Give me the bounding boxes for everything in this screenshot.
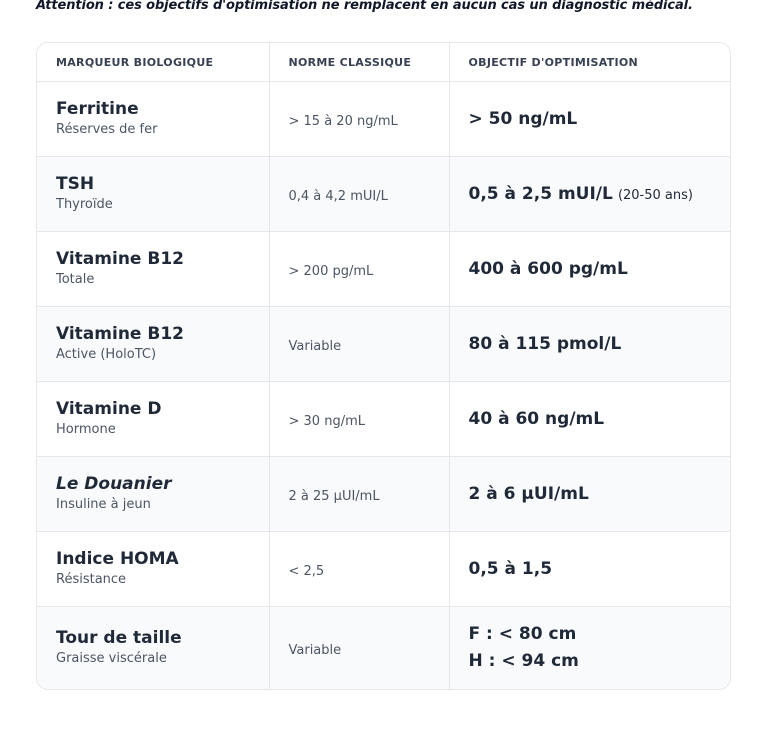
norm-value: Variable: [288, 338, 342, 354]
marker-cell: [37, 457, 269, 532]
biomarker-table: [36, 42, 731, 690]
goal-value: 2 à 6 µUI/mL: [468, 483, 589, 504]
table-row: [37, 532, 730, 607]
norm-value: 2 à 25 µUI/mL: [288, 488, 380, 504]
table-row: [37, 232, 730, 307]
marker-name: Le Douanier: [56, 474, 172, 494]
goal-value: 0,5 à 1,5: [468, 558, 553, 579]
header-goal: OBJECTIF D'OPTIMISATION: [449, 43, 730, 82]
table-row: [37, 382, 730, 457]
goal-cell: [449, 82, 730, 157]
norm-cell: [269, 532, 449, 607]
marker-cell: [37, 607, 269, 690]
marker-subtitle: Résistance: [56, 572, 127, 587]
goal-value: 80 à 115 pmol/L: [468, 333, 622, 354]
goal-cell: [449, 157, 730, 232]
marker-cell: [37, 532, 269, 607]
marker-subtitle: Graisse viscérale: [56, 651, 167, 666]
norm-cell: [269, 82, 449, 157]
table-header-row: [37, 43, 730, 82]
marker-name: Tour de taille: [56, 628, 182, 648]
norm-value: > 30 ng/mL: [288, 413, 365, 429]
table-row: [37, 457, 730, 532]
table-row: [37, 607, 730, 690]
table-row: [37, 82, 730, 157]
goal-value-male: H : < 94 cm: [468, 651, 579, 671]
norm-cell: [269, 307, 449, 382]
norm-cell: [269, 232, 449, 307]
goal-value: > 50 ng/mL: [468, 108, 578, 129]
marker-subtitle: Réserves de fer: [56, 122, 158, 137]
marker-name: TSH: [56, 174, 95, 194]
marker-name: Vitamine D: [56, 399, 162, 419]
norm-cell: [269, 607, 449, 690]
marker-subtitle: Thyroïde: [56, 197, 113, 212]
goal-value: 400 à 600 pg/mL: [468, 258, 628, 279]
marker-cell: [37, 157, 269, 232]
goal-cell: [449, 532, 730, 607]
norm-value: Variable: [288, 642, 342, 658]
norm-value: 0,4 à 4,2 mUI/L: [288, 188, 388, 204]
norm-cell: [269, 457, 449, 532]
goal-value: 0,5 à 2,5 mUI/L: [468, 183, 613, 204]
marker-name: Vitamine B12: [56, 249, 184, 269]
goal-value: 40 à 60 ng/mL: [468, 408, 605, 429]
norm-value: > 15 à 20 ng/mL: [288, 113, 398, 129]
table-row: [37, 307, 730, 382]
marker-name: Ferritine: [56, 99, 139, 119]
header-marker: MARQUEUR BIOLOGIQUE: [37, 43, 269, 82]
table-row: [37, 157, 730, 232]
norm-value: > 200 pg/mL: [288, 263, 374, 279]
header-norm: NORME CLASSIQUE: [269, 43, 449, 82]
marker-subtitle: Hormone: [56, 422, 116, 437]
goal-cell: [449, 232, 730, 307]
marker-cell: [37, 232, 269, 307]
goal-cell: [449, 457, 730, 532]
marker-cell: [37, 382, 269, 457]
norm-value: < 2,5: [288, 563, 325, 579]
marker-cell: [37, 307, 269, 382]
goal-value-female: F : < 80 cm: [468, 624, 577, 644]
marker-subtitle: Active (HoloTC): [56, 347, 157, 362]
marker-subtitle: Insuline à jeun: [56, 497, 151, 512]
marker-name: Indice HOMA: [56, 549, 179, 569]
marker-name: Vitamine B12: [56, 324, 184, 344]
goal-cell: [449, 607, 730, 690]
goal-cell: [449, 382, 730, 457]
disclaimer-text: Attention : ces objectifs d'optimisation ne remplacent en aucun cas un diagnostic médical.: [36, 0, 693, 13]
goal-age-note: (20-50 ans): [617, 187, 693, 203]
marker-subtitle: Totale: [56, 272, 95, 287]
norm-cell: [269, 157, 449, 232]
goal-cell: [449, 307, 730, 382]
biomarker-table-grid: [37, 43, 730, 689]
norm-cell: [269, 382, 449, 457]
marker-cell: [37, 82, 269, 157]
